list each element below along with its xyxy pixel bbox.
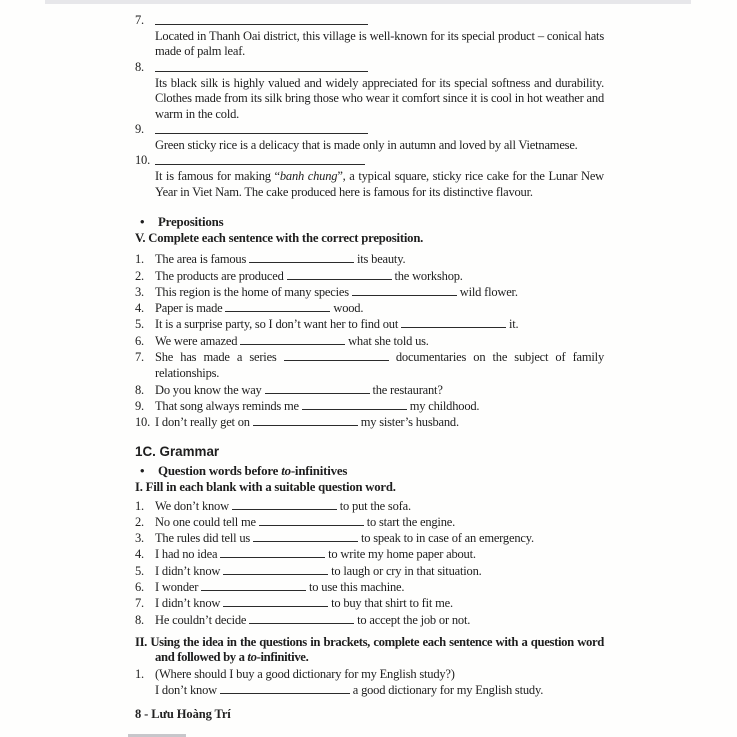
page-footer bbox=[135, 707, 231, 722]
footer-separator: - bbox=[141, 707, 152, 721]
item-number: 6. bbox=[135, 333, 144, 348]
blank-line bbox=[249, 613, 354, 624]
item-number: 10. bbox=[135, 415, 151, 430]
blank-line bbox=[253, 415, 358, 426]
prepositions-instruction: V. Complete each sentence with the correct preposition. bbox=[135, 231, 424, 246]
grammar-instruction-2: II. Using the idea in the questions in brackets, complete each sentence with a question word and followed by a to-infinitive. bbox=[135, 634, 604, 665]
question-word-list bbox=[135, 498, 604, 628]
bullet-marker: • bbox=[140, 215, 145, 230]
clue-paragraph: Green sticky rice is a delicacy that is made only in autumn and loved by all Vietnamese. bbox=[155, 138, 578, 153]
sentence-line: (Where should I buy a good dictionary for my English study?) bbox=[155, 666, 455, 681]
rewrite-exercise-list bbox=[135, 666, 604, 698]
preposition-sentence-item: 10. I don’t really get on my sister’s husband. bbox=[135, 415, 459, 430]
clue-paragraph: It is famous for making “banh chung”, a typical square, sticky rice cake for the Lunar New Year in Viet Nam. The cake produced here is famous for its distinctive flavour. bbox=[155, 169, 605, 199]
preposition-sentence-item: 3. This region is the home of many species wild flower. bbox=[135, 284, 518, 299]
item-number: 1. bbox=[135, 252, 144, 267]
item-number: 9. bbox=[135, 122, 144, 137]
blank-line bbox=[223, 596, 328, 607]
question-word-sentence-item: 8. He couldn’t decide to accept the job or not. bbox=[135, 612, 471, 627]
preposition-sentence-item: 7. She has made a series documentaries on the subject of family relationships. bbox=[135, 350, 605, 381]
italic-term: to bbox=[281, 463, 291, 478]
answer-blank-row bbox=[155, 122, 604, 138]
item-number: 1. bbox=[135, 498, 144, 513]
item-number: 5. bbox=[135, 563, 144, 578]
preposition-sentence-item: 5. It is a surprise party, so I don’t want her to find out it. bbox=[135, 317, 519, 332]
prepositions-list bbox=[135, 251, 604, 430]
grammar-section-heading: 1C. Grammar bbox=[135, 443, 220, 459]
preposition-sentence-item: 4. Paper is made wood. bbox=[135, 301, 364, 316]
blank-line bbox=[155, 123, 368, 134]
sentence-line: I don’t know a good dictionary for my English study. bbox=[155, 682, 544, 697]
blank-line bbox=[240, 334, 345, 345]
question-word-sentence-item: 1. We don’t know to put the sofa. bbox=[135, 498, 411, 513]
item-number: 7. bbox=[135, 13, 144, 27]
scan-edge-artifact-top bbox=[45, 0, 691, 4]
item-number: 4. bbox=[135, 547, 144, 562]
item-number: 6. bbox=[135, 580, 144, 594]
blank-line bbox=[220, 683, 350, 694]
question-word-sentence-item: 2. No one could tell me to start the engine. bbox=[135, 514, 456, 529]
bullet-marker: • bbox=[140, 463, 145, 478]
page-content bbox=[135, 13, 604, 698]
rewrite-exercise-item bbox=[135, 666, 604, 698]
question-word-sentence-item: 3. The rules did tell us to speak to in case of an emergency. bbox=[135, 531, 534, 546]
blank-line bbox=[225, 301, 330, 312]
blank-line bbox=[220, 547, 325, 558]
blank-line bbox=[302, 399, 407, 410]
footer-page-number: 8 bbox=[135, 707, 142, 721]
preposition-sentence-item: 2. The products are produced the workshop. bbox=[135, 268, 463, 283]
question-word-sentence-item: 5. I didn’t know to laugh or cry in that situation. bbox=[135, 563, 482, 578]
blank-line bbox=[287, 269, 392, 280]
village-exercise-item bbox=[135, 60, 604, 122]
footer-author: Lưu Hoàng Trí bbox=[151, 707, 231, 721]
village-exercise-item bbox=[135, 122, 604, 153]
preposition-sentence-item: 6. We were amazed what she told us. bbox=[135, 333, 429, 348]
blank-line bbox=[249, 252, 354, 263]
item-number: 1. bbox=[135, 666, 144, 681]
preposition-sentence-item: 9. That song always reminds me my childhood. bbox=[135, 398, 480, 413]
answer-blank-row bbox=[155, 13, 604, 29]
question-word-sentence-item: 4. I had no idea to write my home paper about. bbox=[135, 547, 476, 562]
answer-blank-row bbox=[155, 60, 604, 76]
village-exercise-item bbox=[135, 153, 604, 200]
item-number: 8. bbox=[135, 382, 144, 397]
blank-line bbox=[352, 285, 457, 296]
item-number: 2. bbox=[135, 514, 144, 529]
blank-line bbox=[155, 14, 368, 25]
italic-term: to bbox=[247, 650, 257, 665]
question-words-heading bbox=[140, 463, 604, 479]
clue-paragraph: Located in Thanh Oai district, this village is well-known for its special product – conical hats made of palm leaf. bbox=[155, 29, 604, 59]
blank-line bbox=[232, 499, 337, 510]
blank-line bbox=[223, 564, 328, 575]
item-number: 10. bbox=[135, 153, 151, 168]
question-word-sentence-item: 6. I wonder to use this machine. bbox=[135, 580, 405, 594]
item-number: 4. bbox=[135, 301, 144, 316]
clue-paragraph: Its black silk is highly valued and widely appreciated for its special softness and durability. Clothes made from its silk bring those who wear it comfort since it is cool in hot weather and warm in the cold. bbox=[155, 75, 604, 121]
item-number: 7. bbox=[135, 596, 144, 611]
prepositions-heading-label: Prepositions bbox=[158, 215, 224, 230]
village-exercise-item bbox=[135, 13, 604, 60]
blank-line bbox=[201, 580, 306, 591]
preposition-sentence-item: 8. Do you know the way the restaurant? bbox=[135, 382, 443, 397]
item-number: 3. bbox=[135, 284, 144, 299]
question-words-heading-label: Question words before to-infinitives bbox=[158, 463, 348, 478]
blank-line bbox=[401, 317, 506, 328]
item-number: 5. bbox=[135, 317, 144, 332]
blank-line bbox=[265, 383, 370, 394]
item-number: 9. bbox=[135, 398, 144, 413]
question-word-sentence-item: 7. I didn’t know to buy that shirt to fit me. bbox=[135, 596, 453, 611]
item-number: 3. bbox=[135, 531, 144, 546]
item-number: 7. bbox=[135, 350, 144, 365]
blank-line bbox=[253, 531, 358, 542]
blank-line bbox=[155, 154, 365, 165]
item-number: 8. bbox=[135, 612, 144, 627]
prepositions-heading bbox=[140, 214, 604, 230]
grammar-instruction-1: I. Fill in each blank with a suitable question word. bbox=[135, 479, 396, 494]
blank-line bbox=[259, 515, 364, 526]
item-number: 8. bbox=[135, 59, 144, 74]
item-number: 2. bbox=[135, 268, 144, 283]
blank-line bbox=[284, 350, 389, 361]
village-exercise-list bbox=[135, 13, 604, 200]
preposition-sentence-item: 1. The area is famous its beauty. bbox=[135, 252, 406, 267]
italic-term: banh chung bbox=[279, 169, 338, 184]
blank-line bbox=[155, 61, 368, 72]
answer-blank-row bbox=[155, 153, 604, 169]
